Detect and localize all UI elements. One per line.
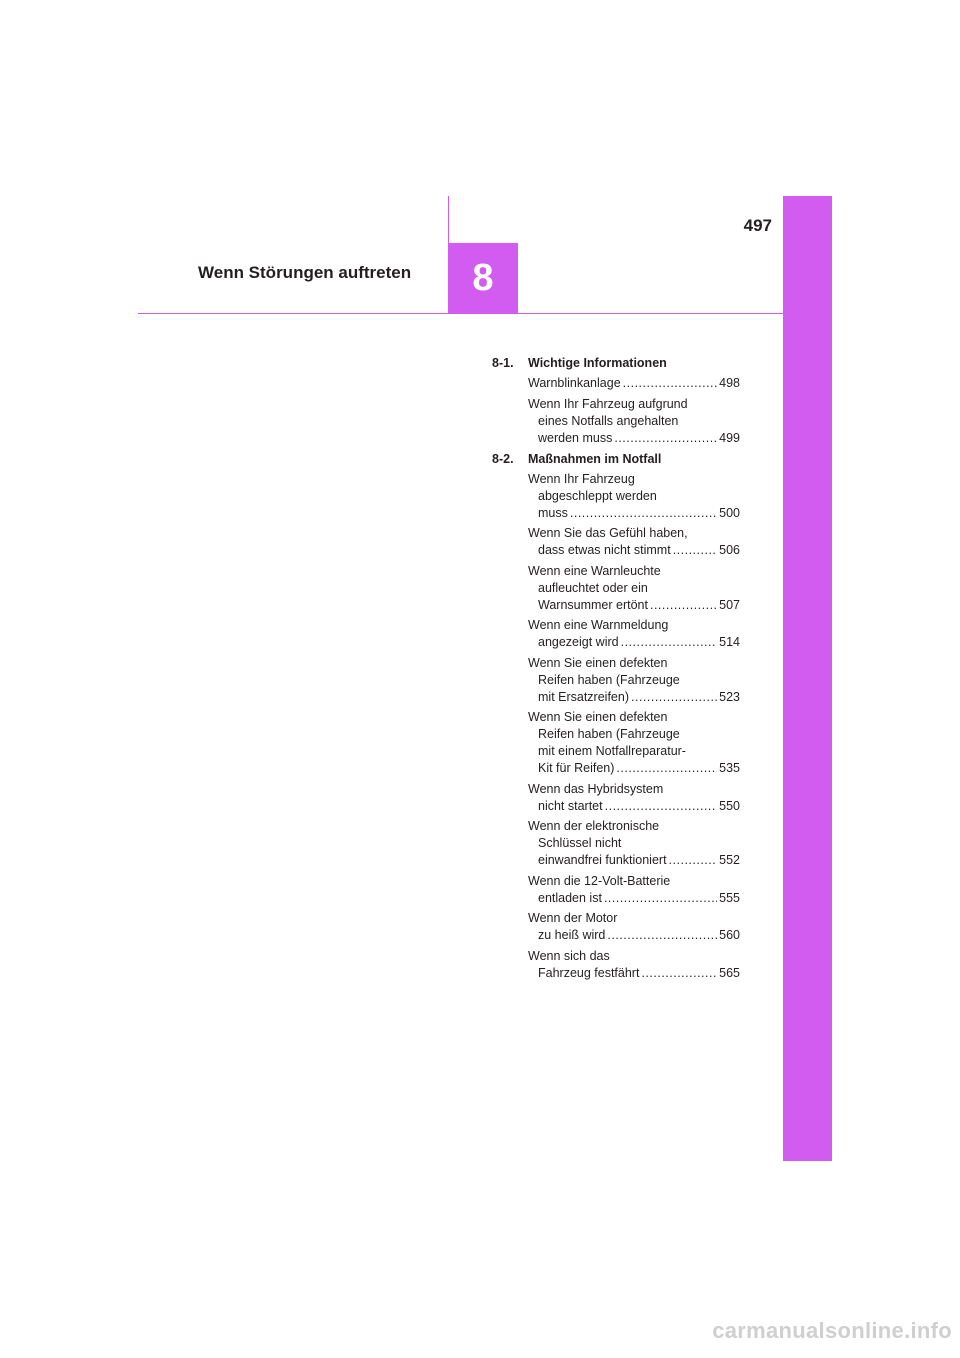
toc-leader-dots [616,760,717,777]
toc-entry-line: Kit für Reifen) [538,761,615,775]
toc-leader-dots [673,542,717,559]
toc-entry-line: Wenn der Motor [528,911,618,925]
toc-leader-dots [623,375,717,392]
toc-entry-line: einwandfrei funktioniert [538,853,667,867]
toc-entry-line: zu heiß wird [538,928,606,942]
toc-entry-page: 507 [719,597,740,612]
toc-leader-dots [570,505,717,522]
toc-section-heading [492,451,740,468]
toc-leader-dots [669,852,718,869]
toc-entry-line: Schlüssel nicht [538,836,622,850]
toc-entry-last-line [528,965,740,982]
toc-entry-line: abgeschleppt werden [538,488,657,503]
toc-entry-line: Warnblinkanlage [528,376,621,390]
toc-section-number: 8-2. [492,451,514,466]
toc-leader-dots [614,430,717,447]
header-horizontal-rule [138,313,783,314]
page-number: 497 [743,216,772,235]
toc-section-title: Maßnahmen im Notfall [528,451,662,466]
toc-entry-line: nicht startet [538,798,603,813]
toc-entry[interactable] [528,617,740,651]
toc-entry[interactable] [528,375,740,392]
toc-entry-line: angezeigt wird [538,635,619,649]
toc-entry-line: mit einem Notfallreparatur- [538,744,686,758]
toc-entry-line: Wenn Sie einen defekten [528,655,668,670]
toc-entry-line: Reifen haben (Fahrzeuge [538,727,680,741]
toc-entry-line: Wenn eine Warnmeldung [528,618,669,632]
toc-entry[interactable] [528,709,740,777]
toc-entry-last-line [528,927,740,944]
toc-entry[interactable] [528,818,740,869]
toc-entry-line: Wenn Ihr Fahrzeug aufgrund [528,396,688,411]
toc-entry-line: Wenn Sie das Gefühl haben, [528,526,688,540]
toc-entry-page: 523 [719,689,740,704]
toc-leader-dots [641,965,717,982]
toc-entry-last-line [528,375,740,392]
toc-section-heading [492,355,740,372]
toc-entry-page: 500 [719,505,740,520]
toc-section-title: Wichtige Informationen [528,356,667,370]
toc-section [492,451,740,982]
chapter-number: 8 [472,256,494,299]
toc-entry-page: 498 [719,376,740,390]
toc-entry-last-line [528,760,740,777]
toc-entry[interactable] [528,563,740,614]
toc-entry-line: Wenn die 12-Volt-Batterie [528,873,671,888]
toc-entry-line: Fahrzeug festfährt [538,965,640,980]
toc-entry-line: Wenn Ihr Fahrzeug [528,471,635,486]
toc-leader-dots [650,597,717,614]
toc-entry-line: Wenn der elektronische [528,819,660,833]
toc-entry-line: mit Ersatzreifen) [538,689,629,704]
toc-entry-last-line [528,505,740,522]
chapter-number-box [448,243,518,313]
toc-section [492,355,740,447]
header-vertical-rule [448,196,449,243]
toc-leader-dots [605,798,718,815]
chapter-thumb-tab [783,196,832,1161]
watermark: carmanualsonline.info [712,1318,952,1343]
toc-entry-line: Wenn das Hybridsystem [528,781,664,796]
toc-entry-line: Reifen haben (Fahrzeuge [538,672,680,687]
toc-entry-page: 560 [719,928,740,942]
toc-leader-dots [631,689,717,706]
toc-entry-page: 499 [719,430,740,445]
toc-entry-last-line [528,634,740,651]
toc-entry-last-line [528,430,740,447]
toc-entry-line: entladen ist [538,890,602,905]
toc-entry-line: aufleuchtet oder ein [538,580,648,595]
toc-entry-page: 550 [719,798,740,813]
toc-entry-line: Wenn sich das [528,948,610,963]
toc-entry-line: eines Notfalls angehalten [538,413,679,428]
toc-entry-page: 552 [719,853,740,867]
toc-entry-last-line [528,689,740,706]
toc-entry-page: 535 [719,761,740,775]
toc-entry-page: 565 [719,965,740,980]
toc-section-number: 8-1. [492,356,514,370]
toc-entry[interactable] [528,781,740,815]
toc-entry[interactable] [528,873,740,907]
toc-entry[interactable] [528,525,740,559]
table-of-contents [492,355,740,986]
toc-entry-line: werden muss [538,430,613,445]
toc-entry[interactable] [528,948,740,982]
chapter-title: Wenn Störungen auftreten [198,263,412,282]
toc-entry-line: dass etwas nicht stimmt [538,543,671,557]
toc-entry-line: Warnsummer ertönt [538,597,648,612]
toc-entry[interactable] [528,396,740,447]
toc-entry[interactable] [528,471,740,522]
toc-leader-dots [607,927,717,944]
toc-entry-last-line [528,852,740,869]
toc-leader-dots [621,634,718,651]
toc-entry-last-line [528,597,740,614]
toc-entry[interactable] [528,655,740,706]
toc-entry-line: Wenn Sie einen defekten [528,710,668,724]
toc-entry[interactable] [528,910,740,944]
toc-entry-page: 555 [719,890,740,905]
toc-entry-line: muss [538,505,568,520]
toc-entry-last-line [528,542,740,559]
toc-entry-page: 506 [719,543,740,557]
toc-entry-last-line [528,798,740,815]
toc-entry-page: 514 [719,635,740,649]
toc-leader-dots [604,890,717,907]
toc-entry-last-line [528,890,740,907]
toc-entry-line: Wenn eine Warnleuchte [528,563,661,578]
